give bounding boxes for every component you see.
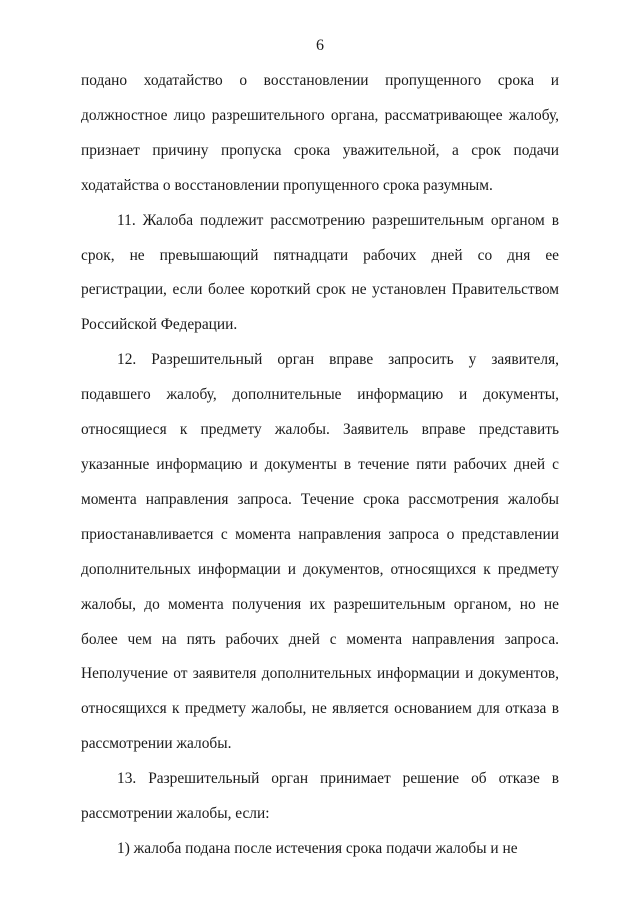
paragraph-item-13-subitem-1: 1) жалоба подана после истечения срока подачи жалобы и не — [117, 839, 518, 857]
page-number: 6 — [316, 37, 324, 54]
document-body — [81, 64, 559, 867]
paragraph-item-11: 11. Жалоба подлежит рассмотрению разрешительным органом в срок, не превышающий пятнадцати рабочих дней со дня ее регистрации, если более короткий срок не установлен Правительством Российской Федерации. — [81, 211, 559, 334]
paragraph-item-12: 12. Разрешительный орган вправе запросить у заявителя, подавшего жалобу, дополнительные информацию и документы, относящиеся к предмету жалобы. Заявитель вправе представить указанные информацию и документы в течение пяти рабочих дней с момента направления запроса. Течение срока рассмотрения жалобы приостанавливается с момента направления запроса о представлении дополнительных информации и документов, относящихся к предмету жалобы, до момента получения их разрешительным органом, но не более чем на пять рабочих дней с момента направления запроса. Неполучение от заявителя дополнительных информации и документов, относящихся к предмету жалобы, не является основанием для отказа в рассмотрении жалобы. — [81, 351, 559, 753]
paragraph-continued: подано ходатайство о восстановлении пропущенного срока и должностное лицо разрешительного органа, рассматривающее жалобу, признает причину пропуска срока уважительной, а срок подачи ходатайства о восстановлении пропущенного срока разумным. — [81, 72, 559, 194]
paragraph-item-13: 13. Разрешительный орган принимает решение об отказе в рассмотрении жалобы, если: — [81, 770, 559, 823]
